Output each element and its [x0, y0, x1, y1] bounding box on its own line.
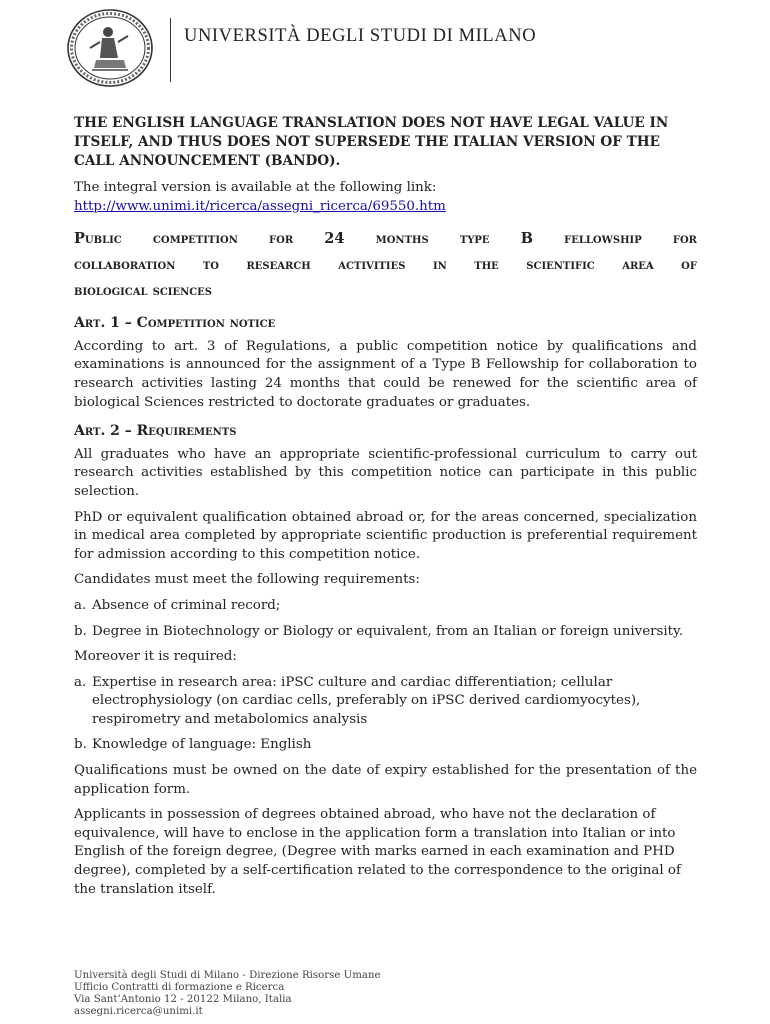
list-text: Expertise in research area: iPSC culture and cardiac differentiation; cellular electrophysiology (on cardiac cells, preferably on iPSC derived cardiomyocytes), respirometry and metabolomics analysis — [92, 674, 641, 727]
university-name: UNIVERSITÀ DEGLI STUDI DI MILANO — [184, 26, 537, 46]
art2-paragraph-5: Qualifications must be owned on the date of expiry established for the presentation of the application form. — [74, 763, 697, 797]
university-seal-icon — [66, 8, 158, 88]
art1-heading: Art. 1 – Competition notice — [74, 315, 276, 332]
art1-paragraph: According to art. 3 of Regulations, a public competition notice by qualifications and examinations is announced for the assignment of a Type B Fellowship for collaboration to research activities lasting 24 months that could be renewed for the scientific area of biological Sciences restricted to doctorate graduates or graduates. — [74, 338, 697, 410]
page-header — [66, 8, 706, 88]
footer-line-1: Università degli Studi di Milano - Direzione Risorse Umane — [74, 970, 381, 981]
integral-version-link[interactable]: http://www.unimi.it/ricerca/assegni_ricerca/69550.htm — [74, 198, 446, 214]
footer-email: assegni.ricerca@unimi.it — [74, 1006, 203, 1017]
list-label: b. — [74, 737, 87, 753]
art2-heading: Art. 2 – Requirements — [74, 423, 237, 440]
footer-line-2: Ufficio Contratti di formazione e Ricerca — [74, 982, 285, 993]
title-line-2: collaboration to research activities in the scientific area of — [74, 256, 697, 274]
page-footer — [74, 970, 381, 1018]
list-item — [74, 623, 697, 642]
list-text: Knowledge of language: English — [92, 737, 312, 753]
list-item — [74, 597, 697, 616]
document-title — [74, 226, 697, 304]
legal-disclaimer: THE ENGLISH LANGUAGE TRANSLATION DOES NOT HAVE LEGAL VALUE IN ITSELF, AND THUS DOES NOT SUPERSEDE THE ITALIAN VERSION OF THE CALL ANNOUNCEMENT (BANDO). — [74, 115, 669, 169]
art2-paragraph-3: Candidates must meet the following requirements: — [74, 572, 420, 588]
list-item — [74, 736, 697, 755]
list-label: b. — [74, 623, 87, 639]
art2-paragraph-1: All graduates who have an appropriate scientific-professional curriculum to carry out research activities established by this competition notice can participate in this public selection. — [74, 446, 697, 499]
list-label: a. — [74, 674, 87, 690]
art2-paragraph-6: Applicants in possession of degrees obtained abroad, who have not the declaration of equivalence, will have to enclose in the application form a translation into Italian or into English of the foreign degree, (Degree with marks earned in each examination and PHD degree), completed by a self-certification related to the correspondence to the original of the translation itself. — [74, 807, 681, 897]
list-text: Degree in Biotechnology or Biology or equivalent, from an Italian or foreign university. — [92, 623, 684, 639]
document-body — [74, 114, 697, 906]
art2-paragraph-2: PhD or equivalent qualification obtained abroad or, for the areas concerned, specialization in medical area completed by appropriate scientific production is preferential requirement for admission according to this competition notice. — [74, 509, 697, 562]
title-line-1: Public competition for 24 months type B fellowship for — [74, 230, 697, 248]
list-label: a. — [74, 597, 87, 613]
list-text: Absence of criminal record; — [92, 597, 281, 613]
integral-version-note — [74, 179, 697, 216]
footer-line-3: Via Sant’Antonio 12 - 20122 Milano, Italia — [74, 994, 292, 1005]
header-divider — [170, 18, 171, 82]
integral-version-text: The integral version is available at the following link: — [74, 180, 437, 195]
art2-paragraph-4: Moreover it is required: — [74, 649, 237, 665]
title-line-3: biological sciences — [74, 282, 213, 300]
list-item — [74, 674, 697, 730]
